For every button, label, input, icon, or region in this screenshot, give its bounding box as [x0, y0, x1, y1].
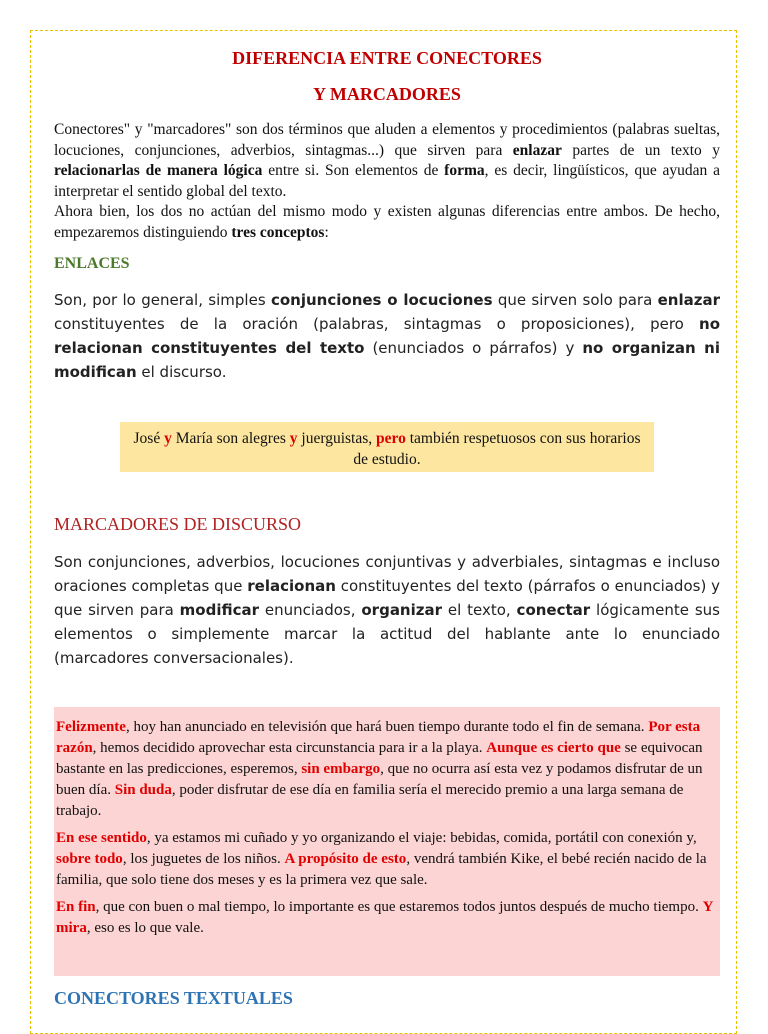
example-paragraph-1: [56, 717, 714, 822]
marker-highlight: En ese sentido: [56, 830, 147, 846]
marker-highlight: Y mira: [56, 899, 713, 936]
example-text: , los juguetes de los niños.: [122, 851, 285, 867]
marker-highlight: Felizmente: [56, 719, 126, 735]
enlaces-text: (enunciados o párrafos) y: [364, 339, 583, 357]
enlaces-bold: no relacionan constituyentes del texto: [54, 315, 720, 357]
marker-highlight: En fin: [56, 899, 96, 915]
enlaces-bold: enlazar: [657, 291, 720, 309]
example-text: José: [133, 430, 165, 447]
page-title-line-2: Y MARCADORES: [313, 84, 461, 104]
marcadores-text: enunciados,: [259, 601, 362, 619]
example-text: , que no ocurra así esta vez y podamos disfrutar de un buen día.: [56, 761, 703, 798]
conectores-heading: CONECTORES TEXTUALES: [54, 988, 293, 1008]
example-text: María son alegres: [171, 430, 290, 447]
marker-highlight: Sin duda: [114, 782, 172, 798]
example-highlight: y: [164, 430, 172, 447]
example-highlight: pero: [376, 430, 406, 447]
marcadores-paragraph: [54, 550, 720, 670]
example-text: , poder disfrutar de ese día en familia sería el merecido premio a una larga semana de trabajo.: [56, 782, 684, 819]
enlaces-text: constituyentes de la oración (palabras, sintagmas o proposiciones), pero: [54, 315, 700, 333]
example-enlaces-box: [120, 422, 654, 472]
intro-bold: enlazar: [512, 141, 562, 159]
enlaces-heading: ENLACES: [54, 255, 130, 272]
enlaces-bold: conjunciones o locuciones: [270, 291, 493, 309]
marcadores-text: Son conjunciones, adverbios, locuciones conjuntivas y adverbiales, sintagmas e incluso oraciones completas que: [54, 553, 720, 595]
example-text: , ya estamos mi cuñado y yo organizando el viaje: bebidas, comida, portátil con conexión y,: [146, 830, 697, 846]
enlaces-text: Son, por lo general, simples: [54, 291, 271, 309]
example-text: , hemos decidido aprovechar esta circunstancia para ir a la playa.: [92, 740, 487, 756]
marker-highlight: sobre todo: [56, 851, 123, 867]
example-paragraph-2: [56, 828, 714, 891]
marcadores-heading: MARCADORES DE DISCURSO: [54, 514, 302, 534]
intro-bold: tres conceptos: [231, 223, 325, 241]
marcadores-bold: organizar: [361, 601, 443, 619]
marcadores-bold: conectar: [516, 601, 591, 619]
marker-highlight: A propósito de esto: [284, 851, 407, 867]
example-text: , que con buen o mal tiempo, lo importante es que estaremos todos juntos después de mucho tiempo.: [95, 899, 703, 915]
enlaces-text: que sirven solo para: [492, 291, 658, 309]
enlaces-paragraph: [54, 288, 720, 384]
example-text: , vendrá también Kike, el bebé recién nacido de la familia, que solo tiene dos meses y es la primera vez que sale.: [56, 851, 707, 888]
intro-paragraph: [54, 120, 720, 243]
example-text: , hoy han anunciado en televisión que hará buen tiempo durante todo el fin de semana.: [125, 719, 649, 735]
example-highlight: y: [289, 430, 298, 447]
marker-highlight: sin embargo: [301, 761, 381, 777]
example-marcadores-box: [54, 707, 720, 976]
intro-text: , es decir, lingüísticos, que ayudan a interpretar el sentido global del texto.: [54, 162, 721, 200]
example-paragraph-3: [56, 897, 714, 939]
enlaces-text: el discurso.: [136, 363, 227, 381]
marcadores-text: constituyentes del texto (párrafos o enunciados) y que sirven para: [54, 577, 720, 619]
example-text: también respetuosos con sus horarios de estudio.: [353, 430, 641, 468]
marcadores-bold: relacionan: [247, 577, 336, 595]
marker-highlight: Por esta razón: [56, 719, 701, 756]
marcadores-text: lógicamente sus elementos o simplemente marcar la actitud del hablante ante lo enunciado (marcadores conversacionales).: [54, 601, 720, 667]
intro-text: partes de un texto y: [561, 141, 720, 159]
intro-text: entre si. Son elementos de: [262, 162, 445, 179]
marcadores-bold: modificar: [179, 601, 260, 619]
intro-bold: relacionarlas de manera lógica: [54, 162, 263, 179]
enlaces-bold: no organizan ni modifican: [54, 339, 720, 381]
example-text: juerguistas,: [297, 430, 377, 447]
marker-highlight: Aunque es cierto que: [486, 740, 621, 756]
example-text: , eso es lo que vale.: [86, 920, 204, 936]
intro-text: Conectores" y "marcadores" son dos términos que aluden a elementos y procedimientos (palabras sueltas, locuciones, conjunciones, adverbios, sintagmas...) que sirven para: [54, 121, 720, 159]
intro-bold: forma: [444, 162, 485, 179]
intro-text: :: [324, 223, 329, 241]
page-title-line-1: DIFERENCIA ENTRE CONECTORES: [232, 48, 542, 68]
intro-text: Ahora bien, los dos no actúan del mismo modo y existen algunas diferencias entre ambos. De hecho, empezaremos distinguiendo: [54, 203, 720, 241]
marcadores-text: el texto,: [442, 601, 517, 619]
example-text: se equivocan bastante en las predicciones, esperemos,: [56, 740, 703, 777]
